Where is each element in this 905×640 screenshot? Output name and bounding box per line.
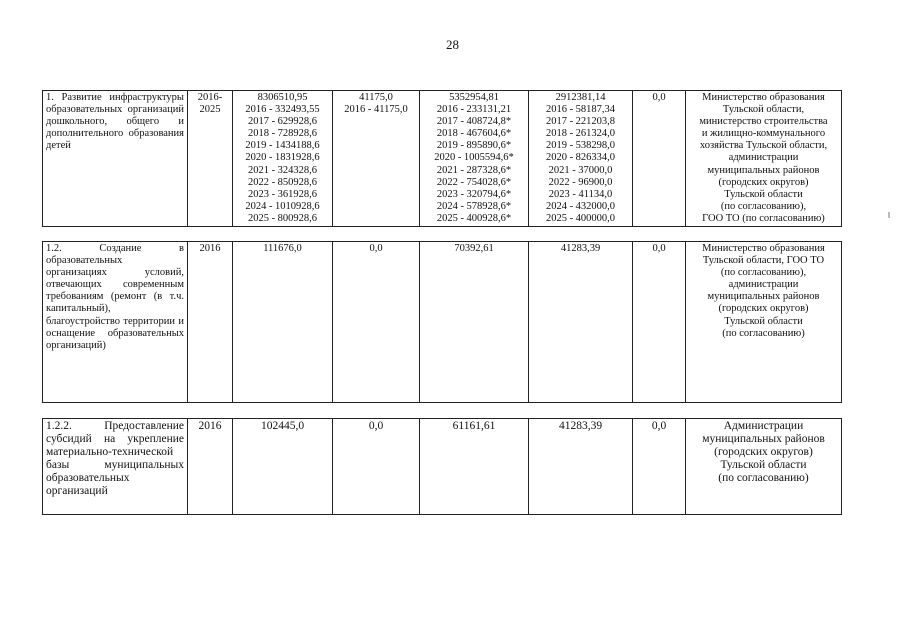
total-funding-cell xyxy=(233,91,333,227)
responsible-line: администрации xyxy=(728,279,799,291)
regional-line: 2023 - 320794,6* xyxy=(436,188,512,200)
responsible-line: муниципальных районов xyxy=(707,291,820,303)
local-line: 2912381,14 xyxy=(555,92,606,103)
scan-edge-mark xyxy=(888,212,890,218)
responsible-line: Администрации xyxy=(723,420,804,432)
page-number: 28 xyxy=(446,37,459,52)
responsible-line: (по согласованию), xyxy=(720,200,807,212)
federal-funding-cell: 0,0 xyxy=(333,419,420,515)
responsible-cell xyxy=(686,91,842,227)
responsible-line: Тульской области xyxy=(720,459,807,471)
local-line: 2025 - 400000,0 xyxy=(545,212,616,224)
years-line: 2016- xyxy=(197,92,223,103)
responsible-line: (по согласованию) xyxy=(722,327,805,339)
total-funding-cell: 102445,0 xyxy=(233,419,333,515)
federal-funding-cell xyxy=(333,91,420,227)
years-cell: 2016 xyxy=(188,419,233,515)
regional-line: 2022 - 754028,6* xyxy=(436,176,512,188)
total-line: 2019 - 1434188,6 xyxy=(245,140,320,152)
responsible-line: (по согласованию) xyxy=(718,472,809,484)
regional-funding-cell: 70392,61 xyxy=(420,242,529,403)
years-cell: 2016 xyxy=(188,242,233,403)
total-line: 2021 - 324328,6 xyxy=(247,164,318,176)
activity-name-cell: 1. Развитие инфраструктуры образовательных организаций дошкольного, общего и дополнительного образования детей xyxy=(43,91,188,227)
responsible-cell xyxy=(686,242,842,403)
local-funding-cell: 41283,39 xyxy=(529,242,633,403)
regional-line: 2018 - 467604,6* xyxy=(436,128,512,140)
local-line: 2022 - 96900,0 xyxy=(548,176,613,188)
total-funding-cell: 111676,0 xyxy=(233,242,333,403)
responsible-line: (городских округов) xyxy=(714,446,813,458)
responsible-line: муниципальных районов xyxy=(702,433,825,445)
regional-line: 5352954,81 xyxy=(449,92,499,103)
other-funding-cell: 0,0 xyxy=(633,91,686,227)
activity-name-cell: 1.2. Создание в образовательных организациях условий, отвечающих современным требованиям (ремонт (в т.ч. капитальный), благоустройство территории и оснащение образовательных организаций) xyxy=(43,242,188,403)
regional-line: 2025 - 400928,6* xyxy=(436,212,512,224)
total-line: 2016 - 332493,55 xyxy=(245,104,320,116)
total-line: 2022 - 850928,6 xyxy=(247,176,318,188)
responsible-line: и жилищно-коммунального xyxy=(701,128,826,140)
responsible-line: (городских округов) xyxy=(718,176,809,188)
responsible-line: ГОО ТО (по согласованию) xyxy=(702,212,825,224)
total-line: 2020 - 1831928,6 xyxy=(245,152,320,164)
responsible-line: Тульской области, xyxy=(722,104,805,116)
local-line: 2020 - 826334,0 xyxy=(545,152,616,164)
regional-line: 2016 - 233131,21 xyxy=(436,104,512,116)
local-funding-cell xyxy=(529,91,633,227)
local-line: 2016 - 58187,34 xyxy=(545,104,616,116)
total-line: 8306510,95 xyxy=(257,92,308,103)
regional-line: 2024 - 578928,6* xyxy=(436,200,512,212)
responsible-line: Министерство образования xyxy=(702,243,825,254)
other-funding-cell: 0,0 xyxy=(633,242,686,403)
total-line: 2024 - 1010928,6 xyxy=(245,200,320,212)
total-line: 2025 - 800928,6 xyxy=(247,212,318,224)
total-line: 2018 - 728928,6 xyxy=(247,128,318,140)
responsible-line: (городских округов) xyxy=(718,303,809,315)
federal-line: 41175,0 xyxy=(359,92,393,103)
responsible-line: администрации xyxy=(728,152,799,164)
table-row xyxy=(43,419,842,515)
table-row xyxy=(43,242,842,403)
total-line: 2017 - 629928,6 xyxy=(247,116,318,128)
regional-funding-cell xyxy=(420,91,529,227)
total-line: 2023 - 361928,6 xyxy=(247,188,318,200)
responsible-line: Министерство образования xyxy=(702,92,825,103)
regional-line: 2020 - 1005594,6* xyxy=(434,152,514,164)
program-table-section-1 xyxy=(42,90,842,227)
responsible-line: (по согласованию), xyxy=(720,267,807,279)
program-table-section-1-2 xyxy=(42,241,842,403)
responsible-line: муниципальных районов xyxy=(707,164,820,176)
table-row xyxy=(43,91,842,227)
years-cell xyxy=(188,91,233,227)
other-funding-cell: 0,0 xyxy=(633,419,686,515)
local-funding-cell: 41283,39 xyxy=(529,419,633,515)
responsible-line: Тульской области, ГОО ТО xyxy=(702,255,825,267)
local-line: 2023 - 41134,0 xyxy=(548,188,613,200)
federal-funding-cell: 0,0 xyxy=(333,242,420,403)
activity-name-cell: 1.2.2. Предоставление субсидий на укрепление материально-технической базы муниципальных образовательных организаций xyxy=(43,419,188,515)
local-line: 2024 - 432000,0 xyxy=(545,200,616,212)
responsible-line: хозяйства Тульской области, xyxy=(699,140,828,152)
federal-line: 2016 - 41175,0 xyxy=(344,104,408,116)
responsible-line: министерство строительства xyxy=(699,116,828,128)
local-line: 2018 - 261324,0 xyxy=(545,128,616,140)
local-line: 2017 - 221203,8 xyxy=(545,116,616,128)
local-line: 2019 - 538298,0 xyxy=(545,140,616,152)
responsible-line: Тульской области xyxy=(724,188,803,200)
regional-line: 2019 - 895890,6* xyxy=(436,140,512,152)
responsible-cell xyxy=(686,419,842,515)
responsible-line: Тульской области xyxy=(724,315,803,327)
regional-line: 2017 - 408724,8* xyxy=(436,116,512,128)
years-line: 2025 xyxy=(199,104,221,116)
program-table-section-1-2-2 xyxy=(42,418,842,515)
regional-line: 2021 - 287328,6* xyxy=(436,164,512,176)
local-line: 2021 - 37000,0 xyxy=(548,164,613,176)
regional-funding-cell: 61161,61 xyxy=(420,419,529,515)
